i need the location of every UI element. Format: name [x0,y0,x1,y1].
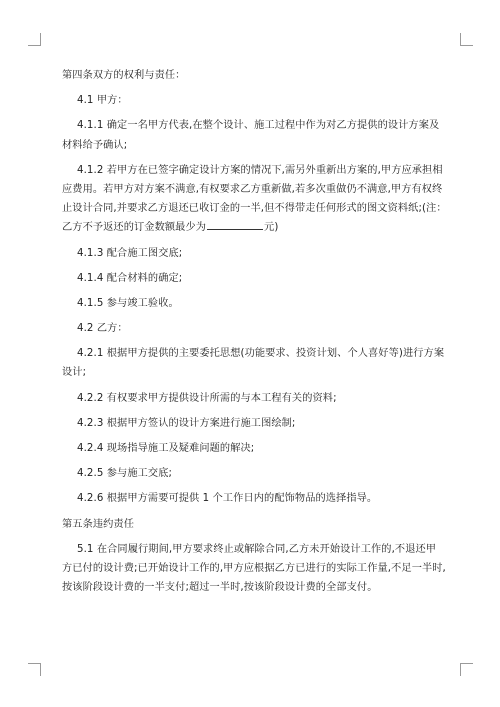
article4-heading: 第四条双方的权利与责任： [62,70,186,81]
clause-4-2-3: 4.2.3 根据甲方签认的设计方案进行施工图绘制; [77,417,296,429]
clause-4-1-2-line-4 [62,218,446,237]
crop-mark-top-right [460,33,473,46]
clause-4-2-1-line-2: 设计; [62,367,87,379]
clause-4-1-1-line-1: 4.1.1 确定一名甲方代表,在整个设计、施工过程中作为对乙方提供的设计方案及 [77,120,440,132]
clause-4-1-5: 4.1.5 参与竣工验收。 [77,297,179,309]
clause-4-2-5: 4.2.5 参与施工交底; [77,468,173,480]
crop-mark-bottom-right [460,663,473,676]
clause-5-1-line-3: 按该阶段设计费的一半支付;超过一半时,按该阶段设计费的全部支付。 [62,582,378,594]
deposit-note-text: 乙方不予返还的订金数额最少为 [62,222,207,234]
deposit-note-unit: 元) [264,222,279,234]
clause-4-1-1-line-2: 材料给予确认; [62,139,128,151]
section-4-2-heading: 4.2 乙方： [77,323,128,335]
clause-4-1-2-line-3: 止设计合同,并要求乙方退还已收订金的一半,但不得带走任何形式的图文资料纸;(注： [62,203,447,215]
clause-5-1-line-1: 5.1 在合同履行期间,甲方要求终止或解除合同,乙方未开始设计工作的,不退还甲 [77,543,437,555]
clause-4-1-4: 4.1.4 配合材料的确定; [77,272,183,284]
clause-4-1-3: 4.1.3 配合施工图交底; [77,247,183,259]
clause-4-2-2: 4.2.2 有权要求甲方提供设计所需的与本工程有关的资料; [77,392,337,404]
crop-mark-bottom-left [28,663,41,676]
clause-4-2-6: 4.2.6 根据甲方需要可提供 1 个工作日内的配饰物品的选择指导。 [77,493,378,505]
clause-4-2-4: 4.2.4 现场指导施工及疑难问题的解决; [77,443,255,454]
crop-mark-top-left [28,33,41,46]
clause-5-1-line-2: 方已付的设计费;已开始设计工作的,甲方应根据乙方已进行的实际工作量,不足一半时, [62,562,446,574]
clause-4-2-1-line-1: 4.2.1 根据甲方提供的主要委托思想(功能要求、投资计划、个人喜好等)进行方案 [77,348,445,360]
clause-4-1-2-line-1: 4.1.2 若甲方在已签字确定设计方案的情况下,需另外重新出方案的,甲方应承担相 [77,164,443,176]
clause-4-1-2-line-2: 应费用。若甲方对方案不满意,有权要求乙方重新做,若多次重做仍不满意,甲方有权终 [62,183,443,195]
article5-heading: 第五条违约责任 [62,518,135,530]
section-4-1-heading: 4.1 甲方： [77,95,128,107]
document-body [62,66,446,597]
deposit-amount-blank[interactable] [207,219,263,230]
